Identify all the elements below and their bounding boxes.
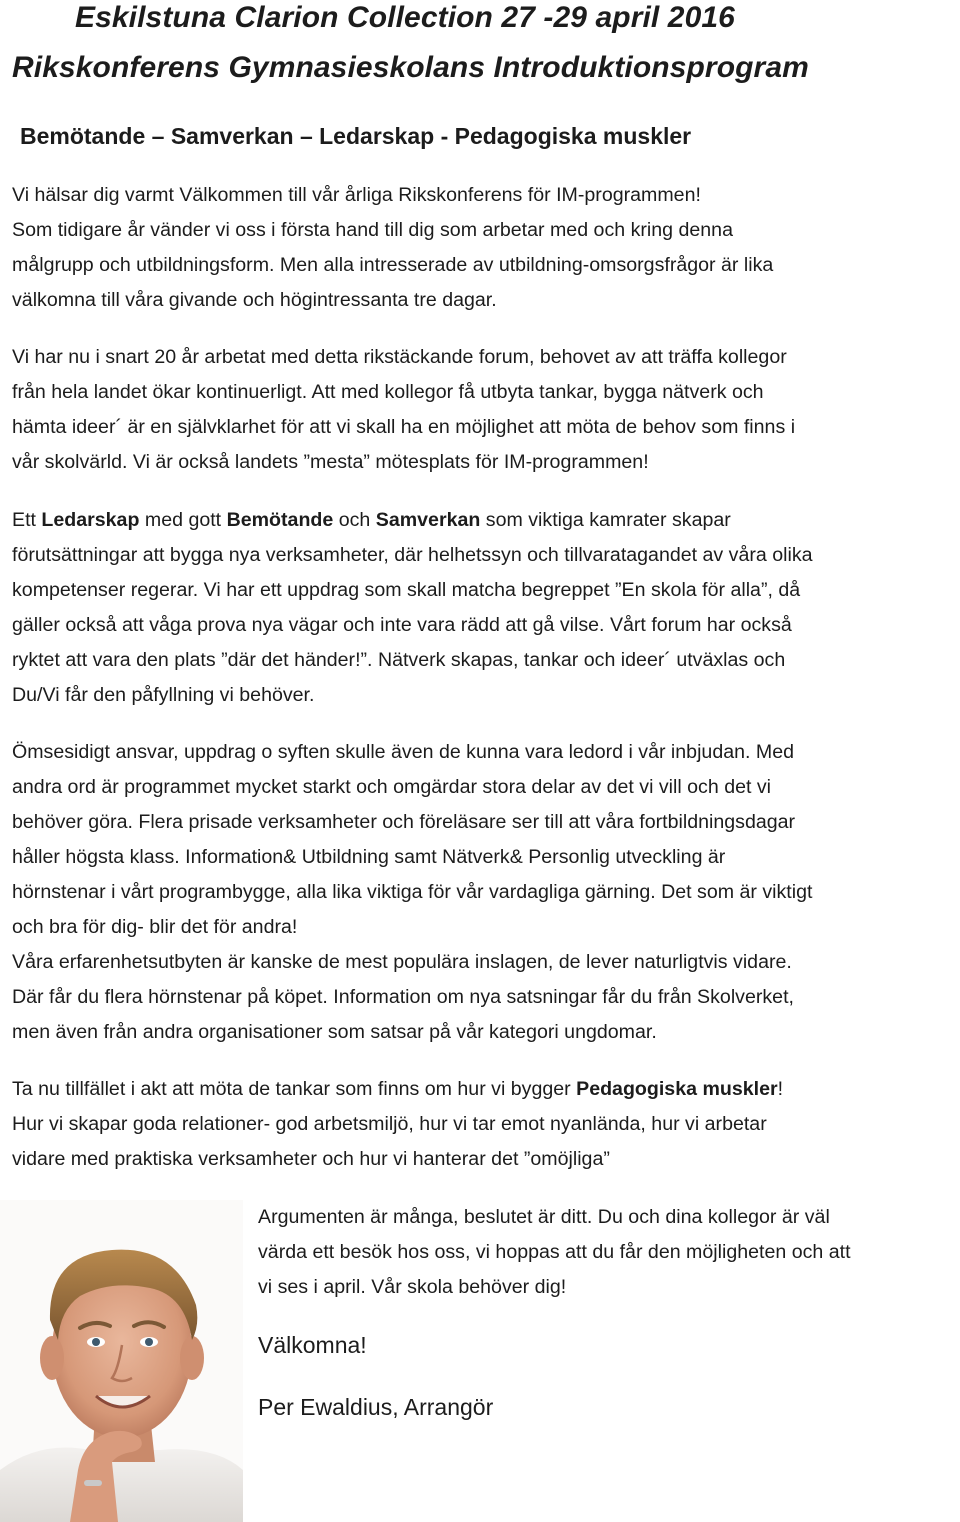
text-line: välkomna till våra givande och högintressanta tre dagar.	[12, 289, 497, 311]
text-span: målgrupp och utbildningsform. Men alla intresserade av utbildning-omsorgsfrågor är lika	[12, 254, 774, 276]
text-line	[12, 1072, 954, 1107]
text-line: håller högsta klass. Information& Utbildning samt Nätverk& Personlig utveckling är	[12, 846, 726, 868]
text-line: Hur vi skapar goda relationer- god arbetsmiljö, hur vi tar emot nyanlända, hur vi arbetar	[12, 1113, 767, 1135]
organizer-photo	[0, 1200, 243, 1522]
text-span: och	[333, 509, 376, 531]
page-title: Eskilstuna Clarion Collection 27 -29 april 2016	[75, 1, 735, 34]
text-line: vi ses i april. Vår skola behöver dig!	[258, 1276, 567, 1298]
forum-paragraph	[12, 340, 954, 480]
signature: Per Ewaldius, Arrangör	[258, 1394, 494, 1420]
text-line: och bra för dig- blir det för andra!	[12, 916, 298, 938]
leadership-paragraph	[12, 503, 954, 713]
welcome-text: Välkomna!	[258, 1332, 367, 1358]
text-line: Våra erfarenhetsutbyten är kanske de mest populära inslagen, de lever naturligtvis vidare.	[12, 951, 792, 973]
bold-ledarskap: Ledarskap	[41, 509, 140, 531]
page-subtitle: Rikskonferens Gymnasieskolans Introduktionsprogram	[12, 51, 809, 84]
text-line: från hela landet ökar kontinuerligt. Att med kollegor få utbyta tankar, bygga nätverk och	[12, 381, 764, 403]
text-line: gäller också att våga prova nya vägar och inte vara rädd att gå vilse. Vårt forum har också	[12, 614, 792, 636]
text-line: Som tidigare år vänder vi oss i första hand till dig som arbetar med och kring denna	[12, 219, 733, 241]
text-span: !	[777, 1078, 784, 1100]
text-line: Argumenten är många, beslutet är ditt. Du och dina kollegor är väl	[258, 1206, 830, 1228]
text-span: Ett	[12, 509, 42, 531]
text-line: vår skolvärld. Vi är också landets ”mesta” mötesplats för IM-programmen!	[12, 451, 649, 473]
text-line: ryktet att vara den plats ”där det händer!”. Nätverk skapas, tankar och ideer´ utväxlas och	[12, 649, 786, 671]
muscles-paragraph	[12, 1072, 954, 1177]
text-line: Vi hälsar dig varmt Välkommen till vår årliga Rikskonferens för IM-programmen!	[12, 184, 701, 206]
intro-paragraph	[12, 178, 954, 318]
bold-pedagogiska-muskler: Pedagogiska muskler	[576, 1078, 778, 1100]
text-line: Vi har nu i snart 20 år arbetat med detta rikstäckande forum, behovet av att träffa kollegor	[12, 346, 787, 368]
text-line: förutsättningar att bygga nya verksamheter, där helhetssyn och tillvaratagandet av våra olika	[12, 544, 813, 566]
text-line: hörnstenar i vårt programbygge, alla lika viktiga för vår vardagliga gärning. Det som är viktigt	[12, 881, 813, 903]
text-line: Där får du flera hörnstenar på köpet. Information om nya satsningar får du från Skolverket,	[12, 986, 794, 1008]
text-line: Du/Vi får den påfyllning vi behöver.	[12, 684, 315, 706]
text-line: vidare med praktiska verksamheter och hur vi hanterar det ”omöjliga”	[12, 1148, 610, 1170]
text-span: med gott	[139, 509, 227, 531]
text-line: behöver göra. Flera prisade verksamheter och föreläsare ser till att våra fortbildningsdagar	[12, 811, 796, 833]
text-line	[12, 248, 954, 283]
responsibility-paragraph	[12, 735, 954, 1050]
text-line: andra ord är programmet mycket starkt och omgärdar stora delar av det vi vill och det vi	[12, 776, 772, 798]
text-line	[12, 503, 954, 538]
text-line: hämta ideer´ är en självklarhet för att vi skall ha en möjlighet att möta de behov som finns i	[12, 416, 796, 438]
text-line: kompetenser regerar. Vi har ett uppdrag som skall matcha begreppet ”En skola för alla”, då	[12, 579, 801, 601]
portrait-illustration	[0, 1200, 243, 1522]
bold-bemotande: Bemötande	[226, 509, 334, 531]
text-span: Ta nu tillfället i akt att möta de tankar som finns om hur vi bygger	[12, 1078, 577, 1100]
text-line: men även från andra organisationer som satsar på vår kategori ungdomar.	[12, 1021, 657, 1043]
text-line: Ömsesidigt ansvar, uppdrag o syften skulle även de kunna vara ledord i vår inbjudan. Med	[12, 741, 795, 763]
text-span: som viktiga kamrater skapar	[480, 509, 731, 531]
theme-heading: Bemötande – Samverkan – Ledarskap - Pedagogiska muskler	[20, 123, 692, 149]
bold-samverkan: Samverkan	[375, 509, 481, 531]
text-line: värda ett besök hos oss, vi hoppas att du får den möjligheten och att	[258, 1241, 851, 1263]
closing-paragraph	[258, 1200, 958, 1305]
